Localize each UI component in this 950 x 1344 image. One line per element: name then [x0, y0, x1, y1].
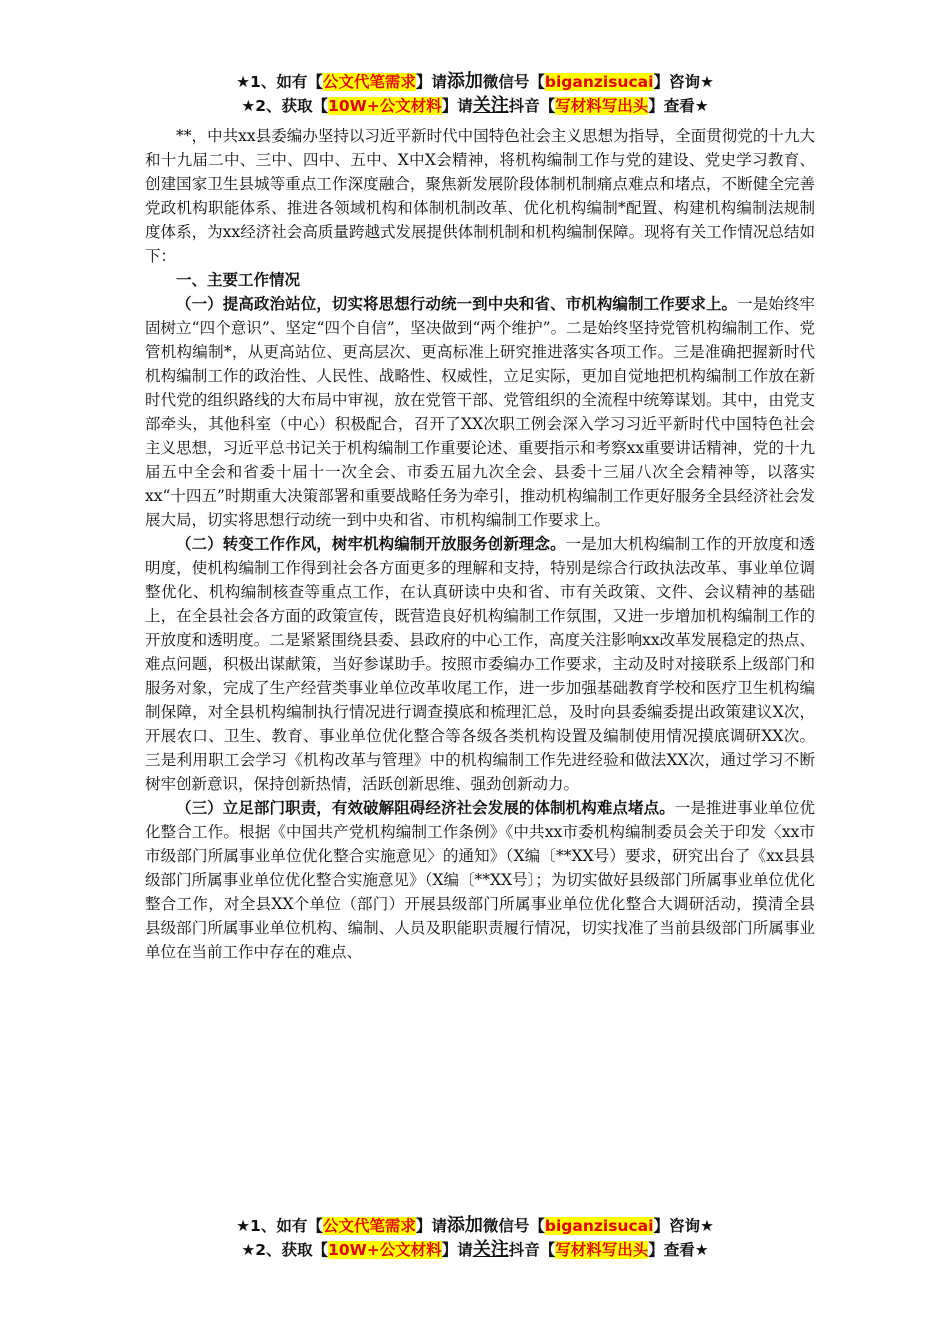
banner-highlight: 写材料写出头: [555, 97, 649, 115]
banner-text: 】请: [441, 97, 473, 115]
banner-text: 】咨询★: [653, 1217, 714, 1235]
banner-text: 】查看★: [648, 1241, 709, 1259]
banner-line-1: [0, 70, 950, 94]
intro-paragraph: **，中共xx县委编办坚持以习近平新时代中国特色社会主义思想为指导，全面贯彻党的十九大和十九届二中、三中、四中、五中、X中X会精神，将机构编制工作与党的建设、党史学习教育、创建国家卫生县城等重点工作深度融合，聚焦新发展阶段体制机制痛点难点和堵点，不断健全完善党政机构职能体系、推进各领域机构和体制机制改革、优化机构编制*配置、构建机构编制法规制度体系，为xx经济社会高质量跨越式发展提供体制机制和机构编制保障。现将有关工作情况总结如下：: [145, 127, 815, 265]
banner-text: ★2、获取【: [241, 1241, 329, 1259]
banner-highlight: 公文代笔需求: [322, 1217, 416, 1235]
banner-text: 】请: [415, 73, 447, 91]
paragraph-3: [145, 796, 815, 964]
paragraph-1-title: （一）提高政治站位，切实将思想行动统一到中央和省、市机构编制工作要求上。: [176, 295, 738, 313]
banner-highlight: biganzisucai: [544, 1217, 654, 1235]
banner-emphasis: 关注: [472, 95, 509, 116]
section-heading: 一、主要工作情况: [176, 271, 301, 289]
banner-line-2: [0, 94, 950, 118]
paragraph-2: [145, 532, 815, 796]
paragraph-3-body: 一是推进事业单位优化整合工作。根据《中国共产党机构编制工作条例》《中共xx市委机构编制委员会关于印发〈xx市市级部门所属事业单位优化整合实施意见〉的通知》（X编〔**XX号）要求，研究出台了《xx县县级部门所属事业单位优化整合实施意见》（X编〔**XX号〕；为切实做好县级部门所属事业单位优化整合工作，对全县XX个单位（部门）开展县级部门所属事业单位优化整合大调研活动，摸清全县县级部门所属事业单位机构、编制、人员及职能职责履行情况，切实找准了当前县级部门所属事业单位在当前工作中存在的难点、: [145, 799, 815, 961]
banner-emphasis: 添加: [446, 71, 483, 92]
banner-highlight: 写材料写出头: [555, 1241, 649, 1259]
paragraph-2-body: 一是加大机构编制工作的开放度和透明度，使机构编制工作得到社会各方面更多的理解和支持，特别是综合行政执法改革、事业单位调整优化、机构编制核查等重点工作，在认真研读中央和省、市有关政策、文件、会议精神的基础上，在全县社会各方面的政策宣传，既营造良好机构编制工作氛围，又进一步增加机构编制工作的开放度和透明度。二是紧紧围绕县委、县政府的中心工作，高度关注影响xx改革发展稳定的热点、难点问题，积极出谋献策，当好参谋助手。按照市委编办工作要求，主动及时对接联系上级部门和服务对象，完成了生产经营类事业单位改革收尾工作，进一步加强基础教育学校和医疗卫生机构编制保障，对全县机构编制执行情况进行调查摸底和梳理汇总，及时向县委编委提出政策建议X次，开展农口、卫生、教育、事业单位优化整合等各级各类机构设置及编制使用情况摸底调研XX次。三是利用职工会学习《机构改革与管理》中的机构编制工作先进经验和做法XX次，通过学习不断树牢创新意识，保持创新热情，活跃创新思维、强劲创新动力。: [145, 535, 815, 793]
banner-emphasis: 添加: [446, 1215, 483, 1236]
bottom-banner: [0, 1214, 950, 1262]
banner-text: 抖音【: [508, 97, 556, 115]
banner-text: 微信号【: [482, 73, 545, 91]
paragraph-1: [145, 292, 815, 532]
banner-highlight: 10W+公文材料: [328, 97, 442, 115]
paragraph-1-body: 一是始终牢固树立“四个意识”、坚定“四个自信”，坚决做到“两个维护”。二是始终坚持党管机构编制工作、党管机构编制*，从更高站位、更高层次、更高标准上研究推进落实各项工作。三是准确把握新时代机构编制工作的政治性、人民性、战略性、权威性，立足实际，更加自觉地把机构编制工作放在新时代党的组织路线的大布局中审视，放在党管干部、党管组织的全流程中统筹谋划。其中，由党支部牵头，其他科室（中心）积极配合，召开了XX次职工例会深入学习习近平新时代中国特色社会主义思想，习近平总书记关于机构编制工作重要论述、重要指示和考察xx重要讲话精神，党的十九届五中全会和省委十届十一次全会、市委五届九次全会、县委十三届八次全会精神等，以落实xx“十四五”时期重大决策部署和重要战略任务为牵引，推动机构编制工作更好服务全县经济社会发展大局，切实将思想行动统一到中央和省、市机构编制工作要求上。: [145, 295, 815, 529]
banner-text: ★2、获取【: [241, 97, 329, 115]
banner-text: 】查看★: [648, 97, 709, 115]
banner-emphasis: 关注: [472, 1239, 509, 1260]
banner-highlight: biganzisucai: [544, 73, 654, 91]
banner-text: 微信号【: [482, 1217, 545, 1235]
banner-line-2: [0, 1238, 950, 1262]
paragraph-2-title: （二）转变工作作风，树牢机构编制开放服务创新理念。: [176, 535, 566, 553]
top-banner: [0, 70, 950, 118]
banner-highlight: 10W+公文材料: [328, 1241, 442, 1259]
banner-highlight: 公文代笔需求: [322, 73, 416, 91]
banner-text: 】请: [441, 1241, 473, 1259]
banner-text: 】请: [415, 1217, 447, 1235]
banner-text: ★1、如有【: [236, 73, 323, 91]
banner-text: ★1、如有【: [236, 1217, 323, 1235]
banner-text: 】咨询★: [653, 73, 714, 91]
document-body: [145, 124, 815, 964]
banner-line-1: [0, 1214, 950, 1238]
banner-text: 抖音【: [508, 1241, 556, 1259]
paragraph-3-title: （三）立足部门职责，有效破解阻碍经济社会发展的体制机构难点堵点。: [176, 799, 675, 817]
